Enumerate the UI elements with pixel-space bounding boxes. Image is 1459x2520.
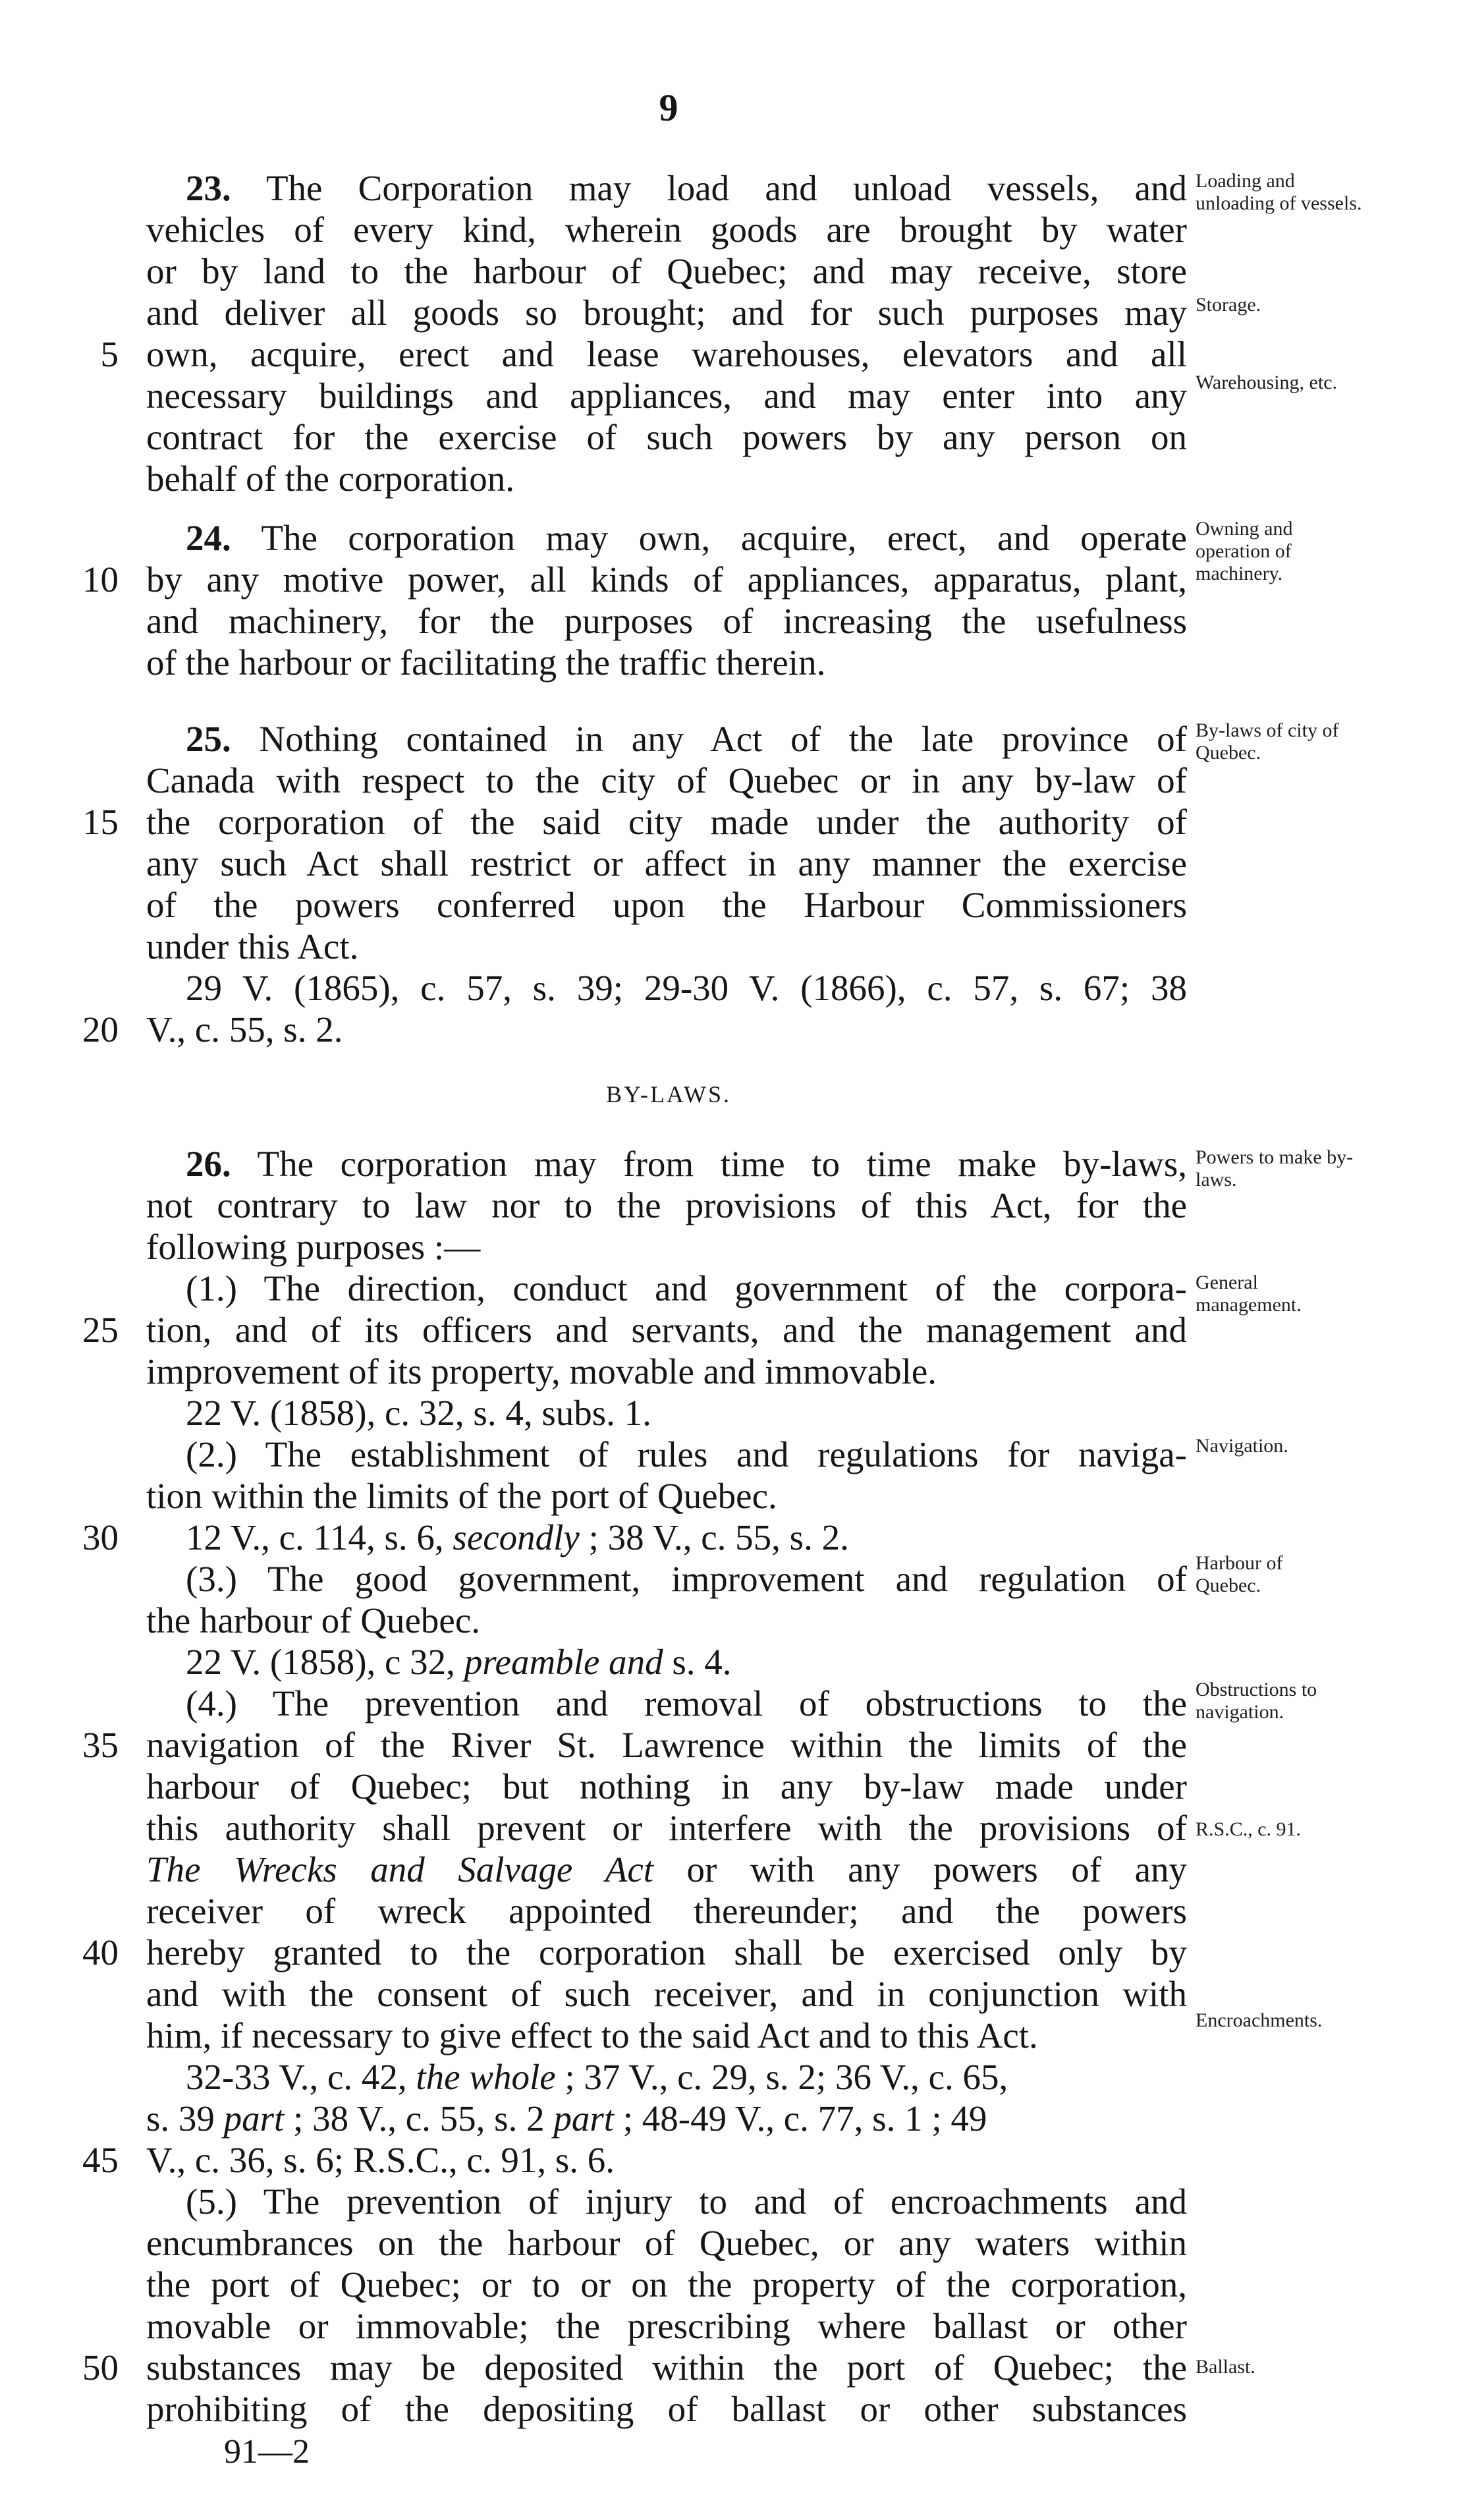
text-line: (2.) The establishment of rules and regulations for naviga- (186, 1434, 1187, 1474)
text-line: him, if necessary to give effect to the said Act and to this Act. (146, 2015, 1038, 2056)
line-number: 5 (100, 334, 119, 374)
text-line: or by land to the harbour of Quebec; and may receive, store (146, 251, 1187, 291)
line-text: The corporation may from time to time make by-laws, (257, 1144, 1187, 1184)
side-note: Navigation. (1196, 1435, 1288, 1457)
side-note: Loading and unloading of vessels. (1196, 170, 1362, 214)
text-line: the corporation of the said city made under the authority of (146, 802, 1187, 842)
signature-mark: 91—2 (224, 2433, 310, 2471)
text-line: not contrary to law nor to the provisions of this Act, for the (146, 1185, 1187, 1225)
side-note: Harbour of Quebec. (1196, 1552, 1283, 1596)
line-text: or with any powers of any (653, 1849, 1187, 1890)
text-line: (3.) The good government, improvement and regulation of (186, 1559, 1187, 1599)
text-line: of the powers conferred upon the Harbour Commissioners (146, 885, 1187, 925)
citation-part: preamble and (464, 1642, 663, 1682)
page-number: 9 (659, 86, 678, 129)
text-line: prohibiting of the depositing of ballast or other substances (146, 2389, 1187, 2429)
citation-line: V., c. 36, s. 6; R.S.C., c. 91, s. 6. (146, 2140, 615, 2180)
text-line: of the harbour or facilitating the traffic therein. (146, 642, 826, 683)
text-line (146, 1143, 1187, 1185)
line-number: 10 (82, 559, 119, 600)
text-line: necessary buildings and appliances, and may enter into any (146, 376, 1187, 416)
citation-part: secondly (453, 1517, 580, 1557)
text-line: own, acquire, erect and lease warehouses, elevators and all (146, 334, 1187, 374)
text-line: behalf of the corporation. (146, 459, 514, 499)
line-number: 20 (82, 1009, 119, 1050)
line-number: 15 (82, 802, 119, 842)
citation-part: s. 39 (146, 2098, 224, 2139)
text-line: the port of Quebec; or to or on the property of the corporation, (146, 2264, 1187, 2305)
text-line: any such Act shall restrict or affect in any manner the exercise (146, 843, 1187, 883)
text-line: hereby granted to the corporation shall be exercised only by (146, 1932, 1187, 1973)
text-line: following purposes :— (146, 1227, 481, 1267)
text-line: and with the consent of such receiver, and in conjunction with (146, 1974, 1187, 2014)
citation-line: 29 V. (1865), c. 57, s. 39; 29-30 V. (1866), c. 57, s. 67; 38 (186, 968, 1187, 1008)
text-line: by any motive power, all kinds of appliances, apparatus, plant, (146, 559, 1187, 600)
text-line: contract for the exercise of such powers by any person on (146, 417, 1187, 457)
side-note: General management. (1196, 1272, 1302, 1316)
citation-line: V., c. 55, s. 2. (146, 1009, 343, 1050)
section-24 (146, 517, 1187, 683)
text-line: vehicles of every kind, wherein goods are brought by water (146, 210, 1187, 250)
text-line: receiver of wreck appointed thereunder; and the powers (146, 1891, 1187, 1931)
section-26 (146, 1143, 1187, 2430)
line-number: 50 (82, 2347, 119, 2388)
citation-part: the whole (416, 2057, 556, 2097)
section-number: 24. (186, 518, 231, 558)
citation-part: ; 38 V., c. 55, s. 2 (284, 2098, 554, 2139)
side-note: Powers to make by-laws. (1196, 1146, 1354, 1190)
section-number: 25. (186, 719, 231, 759)
citation-part: 22 V. (1858), c 32, (186, 1642, 464, 1682)
act-title: The Wrecks and Salvage Act (146, 1849, 654, 1890)
text-line: tion within the limits of the port of Quebec. (146, 1476, 777, 1516)
citation-part: part (223, 2098, 285, 2139)
text-line: movable or immovable; the prescribing where ballast or other (146, 2306, 1187, 2346)
line-number: 25 (82, 1310, 119, 1350)
citation-line: 22 V. (1858), c. 32, s. 4, subs. 1. (186, 1393, 651, 1433)
section-number: 23. (186, 168, 231, 208)
text-line: tion, and of its officers and servants, and the management and (146, 1310, 1187, 1350)
citation-part: ; 38 V., c. 55, s. 2. (579, 1517, 849, 1557)
text-line: the harbour of Quebec. (146, 1600, 481, 1640)
citation-part: 32-33 V., c. 42, (186, 2057, 416, 2097)
side-note: Ballast. (1196, 2356, 1255, 2378)
side-note: Obstructions to navigation. (1196, 1679, 1317, 1723)
text-line: harbour of Quebec; but nothing in any by-law made under (146, 1766, 1187, 1806)
citation-part: ; 37 V., c. 29, s. 2; 36 V., c. 65, (555, 2057, 1008, 2097)
side-note: By-laws of city of Quebec. (1196, 719, 1339, 764)
citation-line (146, 2056, 1187, 2098)
side-note: Owning and operation of machinery. (1196, 518, 1293, 584)
section-number: 26. (186, 1144, 231, 1184)
text-line: and deliver all goods so brought; and for such purposes may (146, 293, 1187, 333)
text-line: encumbrances on the harbour of Quebec, or any waters within (146, 2223, 1187, 2263)
text-line: under this Act. (146, 926, 359, 966)
line-text: The Corporation may load and unload vessels, and (265, 168, 1188, 208)
line-text: The corporation may own, acquire, erect, and operate (261, 518, 1187, 558)
text-line (146, 167, 1187, 209)
line-text: Nothing contained in any Act of the late province of (259, 719, 1187, 759)
citation-line (146, 1517, 1187, 1558)
text-line: (1.) The direction, conduct and government of the corpora- (186, 1268, 1187, 1308)
side-note: R.S.C., c. 91. (1196, 1818, 1302, 1840)
side-note: Encroachments. (1196, 2009, 1323, 2031)
text-line: and machinery, for the purposes of increasing the usefulness (146, 601, 1187, 641)
text-line (146, 718, 1187, 760)
text-line (146, 1849, 1187, 1890)
side-note: Storage. (1196, 294, 1261, 316)
line-number: 35 (82, 1725, 119, 1765)
text-line: this authority shall prevent or interfere with the provisions of (146, 1808, 1187, 1848)
side-note: Warehousing, etc. (1196, 372, 1338, 393)
text-line: substances may be deposited within the port of Quebec; the (146, 2347, 1187, 2388)
citation-line (146, 1641, 1187, 1683)
citation-part: s. 4. (663, 1642, 732, 1682)
section-23 (146, 167, 1187, 499)
citation-part: ; 48-49 V., c. 77, s. 1 ; 49 (614, 2098, 987, 2139)
text-line: (5.) The prevention of injury to and of encroachments and (186, 2181, 1187, 2222)
text-line: improvement of its property, movable and immovable. (146, 1351, 937, 1391)
text-line (146, 517, 1187, 559)
line-number: 40 (82, 1932, 119, 1973)
text-line: (4.) The prevention and removal of obstructions to the (186, 1683, 1187, 1723)
text-line: navigation of the River St. Lawrence within the limits of the (146, 1725, 1187, 1765)
text-line: Canada with respect to the city of Quebec or in any by-law of (146, 760, 1187, 800)
line-number: 30 (82, 1517, 119, 1557)
citation-part: part (553, 2098, 615, 2139)
citation-part: 12 V., c. 114, s. 6, (186, 1517, 453, 1557)
line-number: 45 (82, 2140, 119, 2180)
section-25 (146, 718, 1187, 1050)
citation-line (146, 2098, 1187, 2139)
bylaws-heading: BY-LAWS. (605, 1081, 732, 1107)
